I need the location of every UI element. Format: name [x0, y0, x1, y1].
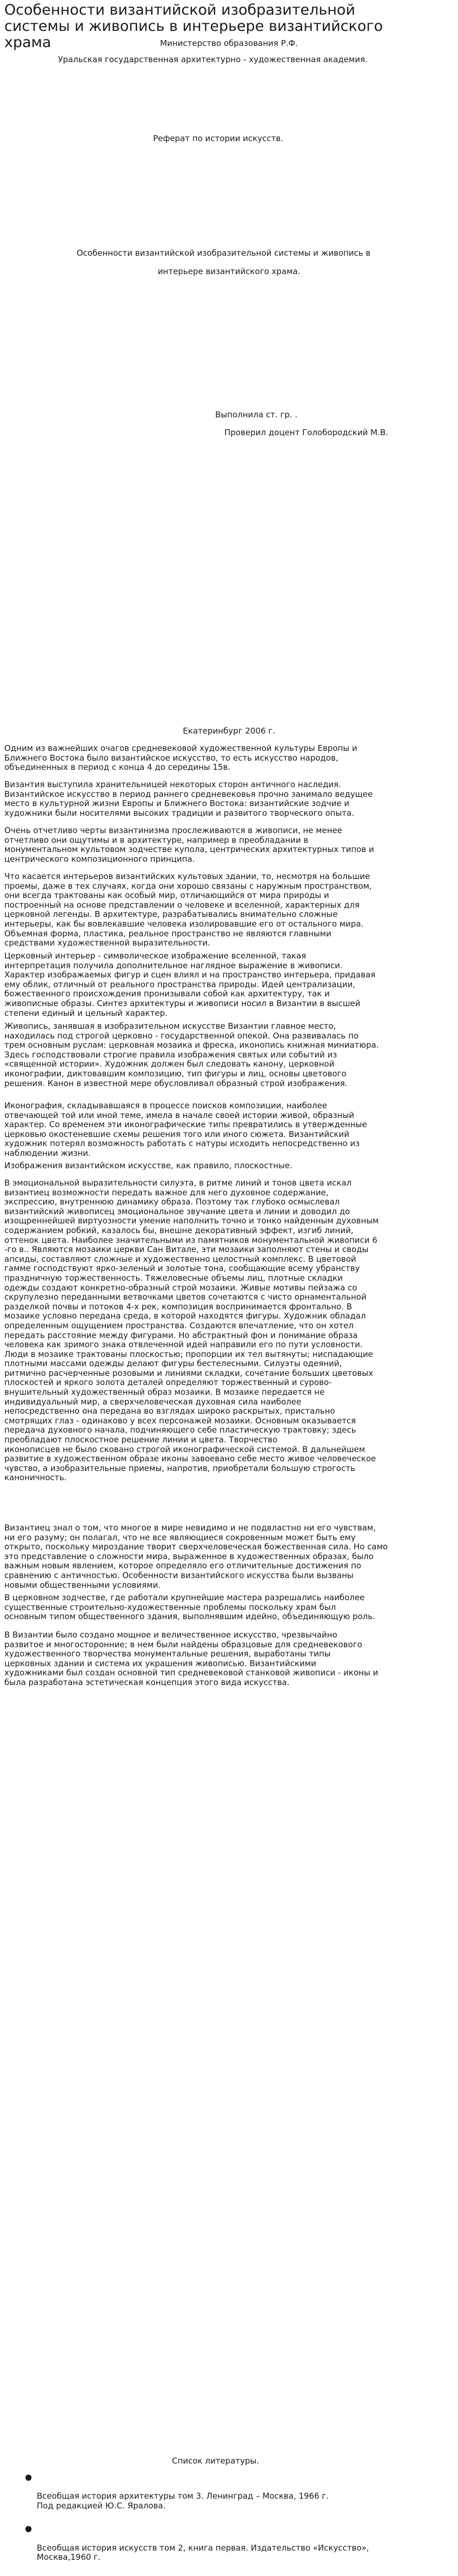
paragraph-10: Византиец знал о том, что многое в мире невидимо и не подвластно ни его чувствам, ни его разуму; он полагал, что не все являющиеся сокровенным может быть ему открыто, поскольку мироздание творит сверхчеловеческая божественная сила. Но само это представление о сложности мира, выраженное в художественных образах, было важным новым явлением, которое определяло его отличительные достижения по сравнению с античностью. Особенности византийского искусства были вызваны новыми общественными условиями.	[4, 1523, 388, 1590]
paragraph-2: Византия выступила хранительницей некоторых сторон античного наследия. Византийское искусство в период раннего средневековья прочно занимало ведущее место в культурной жизни Европы и Ближнего Востока: византийские зодчие и художники были носителями высоких традиции и развитого творческого опыта.	[4, 780, 373, 818]
paragraph-6: Живопись, занявшая в изобразительном искусстве Византии главное место, находилась под строгой церковно - государственной опекой. Она развивалась по трем основным руслам: церковная мозаика и фреска, иконопись книжная миниатюра. Здесь господствовали строгие правила изображения святых или событий из «священной истории». Художник должен был следовать канону, церковной иконографии, диктовавшим композицию, тип фигуры и лиц, основы цветового решения. Канон в известной мере обусловливал образный строй изображения.	[4, 1021, 379, 1088]
bullet-icon: ●	[25, 2472, 32, 2482]
document-title: Особенности византийской изобразительной системы и живопись в интерьере византийского храма	[4, 2, 383, 51]
paragraph-7: Иконография, складывавшаяся в процессе поисков композиции, наиболее отвечающей той или иной теме, имела в начале своей истории живой, образный характер. Со временем эти иконографические типы превратились в утвержденные церковью окостеневшие схемы решения того или иного сюжета. Византийский художник потерял возможность работать с натуры исходить непосредственно из наблюдении жизни.	[4, 1101, 367, 1158]
paragraph-8: Изображения византийском искусстве, как правило, плоскостные.	[4, 1161, 293, 1170]
bibliography-heading: Список литературы.	[171, 2456, 260, 2466]
paragraph-5: Церковный интерьер - символическое изображение вселенной, такая интерпретация получила дополнительное наглядное выражение в живописи. Характер изображаемых фигур и сцен влиял и на пространство интерьера, придавая ему облик, отличный от реального пространства природы. Идей централизации, божественного происхождения пронизывали собой как архитектуру, так и живописные образы. Синтез архитектуры и живописи носил в Византии в высшей степени единый и цельный характер.	[4, 951, 376, 1018]
ministry-line: Министерство образования Р.Ф.	[160, 38, 298, 48]
topic-line-1: Особенности византийской изобразительной системы и живопись в	[76, 248, 371, 258]
academy-line: Уральская государственная архитектурно - художественная академия.	[58, 55, 368, 64]
bibliography-item	[25, 2473, 436, 2511]
report-type: Реферат по истории искусств.	[153, 134, 283, 143]
city-year: Екатеринбург 2006 г.	[183, 726, 275, 736]
bibliography-item-text: Всеобщая история искусств том 2, книга первая. Издательство «Искусство», Москва,1960 г.	[37, 2542, 369, 2562]
paragraph-9: В эмоциональной выразительности силуэта, в ритме линий и тонов цвета искал византиец возможности передать важное для него духовное содержание, экспрессию, внутреннюю динамику образа. Поэтому так глубоко осмыслевал византийский живописец эмоциональное звучание цвета и линии и доводил до изощреннейшей виртуозности умение наполнить точно и тонко найденным духовным содержанием робкий, казалось бы, внешне декоративный эффект, изгиб линий, оттенок цвета. Наиболее значительными из памятников монументальной живописи 6 -го в.. Являются мозаики церкви Сан Витале, эти мозаики заполняют стены и своды апсиды, составляют сложные и художественно целостный комплекс. В цветовой гамме господствуют ярко-зеленый и золотые тона, сообщающие всему убранству праздничную торжественность. Тяжеловесные объемы лиц, плотные складки одежды создают конкретно-образный строй мозаики. Живые мотивы пейзажа со скрупулезно переданными ветвочками цветов сочетаются с чисто орнаментальной разделкой почвы и потоков 4-х рек, композиция воспринимается фронтально. В мозаике условно передана среда, в которой находятся фигуры. Художник обладал определенным ощущением пространства. Создаются впечатление, что он хотел передать расстояние между фигурами. Но абстрактный фон и понимание образа человека как зримого знака отвлеченной идей направили его по пути условности. Люди в мозаике трактованы плоскостью; пропорции их тел вытянуты; ниспадающие плотными массами одежды делают фигуры бестелесными. Силуэты одеяний, ритмично расчерченные розовыми и линиями складки, сочетание больших цветовых плоскостей и яркого золота деталей определяют торжественный и сурово- внушительный художественный образ мозаики. В мозаике передается не индивидуальный мир, а сверхчеловеческая духовная сила наиболее непосредственно она передана во взглядах широко раскрытых, пристально смотрящих глаз - одинаково у всех персонажей мозаики. Основным оказывается передача духовного начала, подчиняющего себе пластическую трактовку; здесь преобладают плоскостное решение линии и цвета. Творчество иконописцев не было сковано строгой иконографической системой. В дальнейшем развитие в художественном образе иконы завоевано себе место живое человеческое чувство, а изобразительные приемы, напротив, приобретали большую строгость каноничность.	[4, 1178, 379, 1483]
paragraph-1: Одним из важнейших очагов средневековой художественной культуры Европы и Ближнего Востока было византийское искусство, то есть искусство народов, объединенных в период с конца 4 до середины 15в.	[4, 743, 357, 773]
paragraph-12: В Византии было создано мощное и величественное искусство, чрезвычайно развитое и многосторонние; в нем были найдены образцовые для средневекового художественного творчества монументальные решения, выработаны типы церковных здании и система их украшения живописью. Византийскими художниками был создан основной тип средневековой станковой живописи - иконы и была разработана эстетическая концепция этого вида искусства.	[4, 1630, 379, 1687]
performed-by: Выполнила ст. гр. .	[215, 410, 298, 420]
topic-line-2: интерьере византийского храма.	[157, 267, 301, 276]
bibliography-item-text: Всеобщая история архитектуры том 3. Ленинград – Москва, 1966 г. Под редакцией Ю.С. Яралова.	[37, 2491, 329, 2511]
paragraph-3: Очень отчетливо черты византинизма прослеживаются в живописи, не менее отчетливо они ощутимы и в архитектуре, например в преобладании в монументальном культовом зодчестве купола, центрических архитектурных типов и центрического композиционного принципа.	[4, 826, 374, 864]
bibliography-item	[25, 2524, 436, 2562]
checked-by: Проверил доцент Голобородский М.В.	[224, 428, 388, 437]
bullet-icon: ●	[25, 2524, 32, 2534]
bibliography-list	[25, 2473, 436, 2576]
paragraph-4: Что касается интерьеров византийских культовых здании, то, несмотря на большие проемы, даже в тех случаях, когда они хорошо связаны с наружным пространством, они всегда трактованы как особый мир, отличающийся от мира природы и построенный на основе представлении о человеке и вселенной, характерных для церковной легенды. В архитектуре, разрабатывались внимательно сложные интерьеры, как бы вовлекавшие человека изолировавшие его от остального мира. Объемная форма, пластика, реальное пространство не являются главными средствами художественной выразительности.	[4, 871, 372, 948]
paragraph-11: В церковном зодчестве, где работали крупнейшие мастера разрешались наиболее существенные строительно-художественные проблемы поскольку храм был основным типом общественного здания, выполнявшим идейно, объединяющую роль.	[4, 1593, 375, 1622]
